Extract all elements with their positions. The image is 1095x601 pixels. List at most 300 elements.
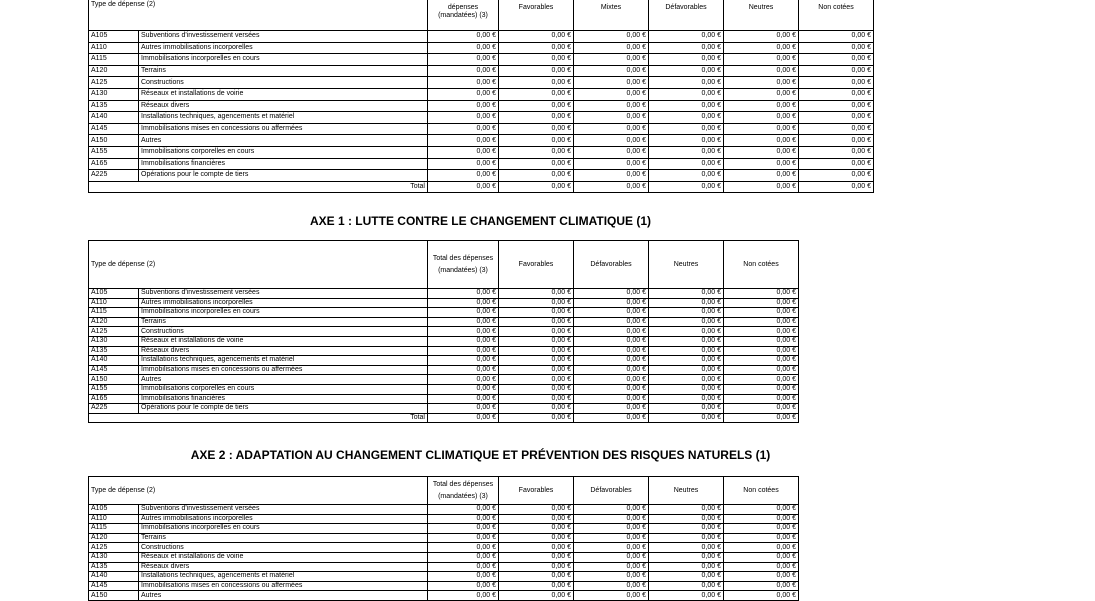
amount-cell: 0,00 € <box>724 505 799 515</box>
amount-cell: 0,00 € <box>649 552 724 562</box>
amount-cell: 0,00 € <box>428 135 499 147</box>
amount-cell: 0,00 € <box>724 158 799 170</box>
expense-label: Réseaux et installations de voirie <box>139 336 428 346</box>
amount-cell: 0,00 € <box>499 158 574 170</box>
expense-label: Subventions d'investissement versées <box>139 31 428 43</box>
amount-cell: 0,00 € <box>724 533 799 543</box>
amount-cell: 0,00 € <box>724 317 799 327</box>
expense-code: A125 <box>89 77 139 89</box>
amount-cell: 0,00 € <box>724 327 799 337</box>
expense-code: A140 <box>89 572 139 582</box>
col-header: Favorables <box>499 0 574 31</box>
expense-label: Immobilisations corporelles en cours <box>139 384 428 394</box>
amount-cell: 0,00 € <box>649 146 724 158</box>
amount-cell: 0,00 € <box>724 298 799 308</box>
amount-cell: 0,00 € <box>499 170 574 182</box>
amount-cell: 0,00 € <box>499 317 574 327</box>
total-amount-cell: 0,00 € <box>649 413 724 423</box>
amount-cell: 0,00 € <box>574 88 649 100</box>
table-row <box>89 375 799 385</box>
amount-cell: 0,00 € <box>574 514 649 524</box>
expense-label: Immobilisations mises en concessions ou affermées <box>139 581 428 591</box>
amount-cell: 0,00 € <box>428 308 499 318</box>
table-axe1 <box>88 240 799 423</box>
amount-cell: 0,00 € <box>574 404 649 414</box>
amount-cell: 0,00 € <box>428 533 499 543</box>
amount-cell: 0,00 € <box>649 317 724 327</box>
amount-cell: 0,00 € <box>574 375 649 385</box>
table-body <box>89 505 799 601</box>
amount-cell: 0,00 € <box>574 135 649 147</box>
amount-cell: 0,00 € <box>499 524 574 534</box>
amount-cell: 0,00 € <box>428 346 499 356</box>
amount-cell: 0,00 € <box>649 327 724 337</box>
col-header: Favorables <box>499 241 574 289</box>
amount-cell: 0,00 € <box>428 65 499 77</box>
col-header: Non cotées <box>724 477 799 505</box>
amount-cell: 0,00 € <box>428 514 499 524</box>
amount-cell: 0,00 € <box>499 88 574 100</box>
table-row <box>89 135 874 147</box>
amount-cell: 0,00 € <box>799 112 874 124</box>
expense-code: A145 <box>89 581 139 591</box>
amount-cell: 0,00 € <box>724 375 799 385</box>
amount-cell: 0,00 € <box>724 336 799 346</box>
expense-code: A120 <box>89 533 139 543</box>
amount-cell: 0,00 € <box>428 298 499 308</box>
amount-cell: 0,00 € <box>574 54 649 66</box>
amount-cell: 0,00 € <box>428 289 499 299</box>
table-row <box>89 317 799 327</box>
expense-label: Terrains <box>139 317 428 327</box>
table-row <box>89 346 799 356</box>
amount-cell: 0,00 € <box>649 591 724 601</box>
total-amount-cell: 0,00 € <box>574 181 649 193</box>
expense-label: Réseaux divers <box>139 346 428 356</box>
expense-label: Immobilisations incorporelles en cours <box>139 308 428 318</box>
amount-cell: 0,00 € <box>499 289 574 299</box>
amount-cell: 0,00 € <box>724 356 799 366</box>
amount-cell: 0,00 € <box>499 581 574 591</box>
amount-cell: 0,00 € <box>724 552 799 562</box>
amount-cell: 0,00 € <box>428 375 499 385</box>
expense-label: Immobilisations incorporelles en cours <box>139 54 428 66</box>
table-row <box>89 552 799 562</box>
amount-cell: 0,00 € <box>428 170 499 182</box>
amount-cell: 0,00 € <box>499 505 574 515</box>
amount-cell: 0,00 € <box>428 123 499 135</box>
amount-cell: 0,00 € <box>574 327 649 337</box>
amount-cell: 0,00 € <box>574 591 649 601</box>
amount-cell: 0,00 € <box>574 31 649 43</box>
amount-cell: 0,00 € <box>499 336 574 346</box>
amount-cell: 0,00 € <box>574 505 649 515</box>
amount-cell: 0,00 € <box>574 317 649 327</box>
expense-code: A125 <box>89 327 139 337</box>
amount-cell: 0,00 € <box>499 327 574 337</box>
table-row <box>89 514 799 524</box>
amount-cell: 0,00 € <box>799 146 874 158</box>
total-amount-cell: 0,00 € <box>428 181 499 193</box>
col-header: Défavorables <box>649 0 724 31</box>
expense-label: Réseaux et installations de voirie <box>139 88 428 100</box>
amount-cell: 0,00 € <box>428 524 499 534</box>
axe2-title: AXE 2 : ADAPTATION AU CHANGEMENT CLIMATIQUE ET PRÉVENTION DES RISQUES NATURELS (1) <box>190 448 771 462</box>
amount-cell: 0,00 € <box>649 65 724 77</box>
amount-cell: 0,00 € <box>574 42 649 54</box>
total-amount-cell: 0,00 € <box>799 181 874 193</box>
amount-cell: 0,00 € <box>724 562 799 572</box>
table-all-axes <box>88 0 874 193</box>
amount-cell: 0,00 € <box>649 158 724 170</box>
amount-cell: 0,00 € <box>799 31 874 43</box>
amount-cell: 0,00 € <box>649 505 724 515</box>
table-row <box>89 31 874 43</box>
expense-label: Immobilisations financières <box>139 158 428 170</box>
total-amount-cell: 0,00 € <box>499 413 574 423</box>
amount-cell: 0,00 € <box>574 394 649 404</box>
table-row <box>89 170 874 182</box>
amount-cell: 0,00 € <box>574 365 649 375</box>
amount-cell: 0,00 € <box>724 581 799 591</box>
table-row <box>89 591 799 601</box>
expense-code: A165 <box>89 394 139 404</box>
amount-cell: 0,00 € <box>499 365 574 375</box>
expense-label: Autres immobilisations incorporelles <box>139 514 428 524</box>
table-row <box>89 327 799 337</box>
amount-cell: 0,00 € <box>428 581 499 591</box>
table-row <box>89 384 799 394</box>
amount-cell: 0,00 € <box>428 552 499 562</box>
amount-cell: 0,00 € <box>499 375 574 385</box>
total-row <box>89 413 799 423</box>
amount-cell: 0,00 € <box>724 170 799 182</box>
amount-cell: 0,00 € <box>574 572 649 582</box>
table-row <box>89 581 799 591</box>
table-row <box>89 572 799 582</box>
amount-cell: 0,00 € <box>799 77 874 89</box>
amount-cell: 0,00 € <box>428 591 499 601</box>
expense-label: Opérations pour le compte de tiers <box>139 170 428 182</box>
expense-label: Autres <box>139 591 428 601</box>
expense-code: A155 <box>89 146 139 158</box>
col-header: Non cotées <box>799 0 874 31</box>
amount-cell: 0,00 € <box>499 42 574 54</box>
amount-cell: 0,00 € <box>499 514 574 524</box>
amount-cell: 0,00 € <box>499 112 574 124</box>
amount-cell: 0,00 € <box>428 88 499 100</box>
amount-cell: 0,00 € <box>574 289 649 299</box>
amount-cell: 0,00 € <box>574 123 649 135</box>
amount-cell: 0,00 € <box>574 384 649 394</box>
amount-cell: 0,00 € <box>574 112 649 124</box>
amount-cell: 0,00 € <box>499 346 574 356</box>
expense-code: A145 <box>89 365 139 375</box>
type-header: Type de dépense (2) <box>89 477 428 505</box>
amount-cell: 0,00 € <box>499 308 574 318</box>
amount-cell: 0,00 € <box>724 31 799 43</box>
table-body <box>89 31 874 193</box>
amount-cell: 0,00 € <box>428 317 499 327</box>
expense-code: A135 <box>89 346 139 356</box>
expense-label: Réseaux et installations de voirie <box>139 552 428 562</box>
amount-cell: 0,00 € <box>499 572 574 582</box>
total-amount-cell: 0,00 € <box>724 413 799 423</box>
amount-cell: 0,00 € <box>574 298 649 308</box>
amount-cell: 0,00 € <box>574 146 649 158</box>
amount-cell: 0,00 € <box>799 170 874 182</box>
amount-cell: 0,00 € <box>799 65 874 77</box>
amount-cell: 0,00 € <box>499 552 574 562</box>
amount-cell: 0,00 € <box>649 77 724 89</box>
amount-cell: 0,00 € <box>574 543 649 553</box>
amount-cell: 0,00 € <box>649 514 724 524</box>
amount-cell: 0,00 € <box>574 170 649 182</box>
amount-cell: 0,00 € <box>428 365 499 375</box>
expense-label: Terrains <box>139 65 428 77</box>
type-header: Type de dépense (2) <box>89 0 428 31</box>
table-row <box>89 365 799 375</box>
amount-cell: 0,00 € <box>574 533 649 543</box>
amount-cell: 0,00 € <box>428 146 499 158</box>
amount-cell: 0,00 € <box>499 31 574 43</box>
total-amount-cell: 0,00 € <box>499 181 574 193</box>
expense-code: A115 <box>89 524 139 534</box>
expense-label: Subventions d'investissement versées <box>139 289 428 299</box>
amount-cell: 0,00 € <box>574 77 649 89</box>
col-header: Neutres <box>649 477 724 505</box>
amount-cell: 0,00 € <box>649 336 724 346</box>
expense-code: A130 <box>89 88 139 100</box>
expense-code: A120 <box>89 317 139 327</box>
amount-cell: 0,00 € <box>649 289 724 299</box>
axe1-title: AXE 1 : LUTTE CONTRE LE CHANGEMENT CLIMATIQUE (1) <box>309 214 652 228</box>
amount-cell: 0,00 € <box>649 298 724 308</box>
amount-cell: 0,00 € <box>499 543 574 553</box>
amount-cell: 0,00 € <box>574 581 649 591</box>
expense-label: Immobilisations incorporelles en cours <box>139 524 428 534</box>
amount-cell: 0,00 € <box>499 356 574 366</box>
table-row <box>89 123 874 135</box>
amount-cell: 0,00 € <box>799 135 874 147</box>
expense-code: A115 <box>89 308 139 318</box>
amount-cell: 0,00 € <box>499 54 574 66</box>
amount-cell: 0,00 € <box>428 327 499 337</box>
amount-cell: 0,00 € <box>724 289 799 299</box>
expense-label: Immobilisations mises en concessions ou affermées <box>139 365 428 375</box>
amount-cell: 0,00 € <box>724 543 799 553</box>
amount-cell: 0,00 € <box>724 365 799 375</box>
expense-code: A225 <box>89 170 139 182</box>
amount-cell: 0,00 € <box>649 88 724 100</box>
amount-cell: 0,00 € <box>724 346 799 356</box>
table-row <box>89 524 799 534</box>
amount-cell: 0,00 € <box>649 135 724 147</box>
amount-cell: 0,00 € <box>499 146 574 158</box>
expense-code: A110 <box>89 42 139 54</box>
expense-code: A140 <box>89 112 139 124</box>
amount-cell: 0,00 € <box>428 356 499 366</box>
expense-label: Constructions <box>139 543 428 553</box>
amount-cell: 0,00 € <box>428 394 499 404</box>
amount-cell: 0,00 € <box>428 543 499 553</box>
amount-cell: 0,00 € <box>428 336 499 346</box>
expense-code: A150 <box>89 591 139 601</box>
amount-cell: 0,00 € <box>799 54 874 66</box>
amount-cell: 0,00 € <box>574 524 649 534</box>
amount-cell: 0,00 € <box>574 562 649 572</box>
table-body <box>89 289 799 423</box>
amount-cell: 0,00 € <box>724 384 799 394</box>
table-row <box>89 289 799 299</box>
total-header: Total des dépenses (mandatées) (3) <box>428 477 499 505</box>
expense-label: Installations techniques, agencements et matériel <box>139 356 428 366</box>
amount-cell: 0,00 € <box>574 65 649 77</box>
expense-label: Autres <box>139 135 428 147</box>
amount-cell: 0,00 € <box>649 42 724 54</box>
amount-cell: 0,00 € <box>724 146 799 158</box>
amount-cell: 0,00 € <box>724 591 799 601</box>
table-axe2 <box>88 476 799 601</box>
amount-cell: 0,00 € <box>649 394 724 404</box>
amount-cell: 0,00 € <box>724 572 799 582</box>
amount-cell: 0,00 € <box>724 112 799 124</box>
expense-label: Réseaux divers <box>139 100 428 112</box>
amount-cell: 0,00 € <box>574 336 649 346</box>
expense-code: A135 <box>89 562 139 572</box>
amount-cell: 0,00 € <box>428 562 499 572</box>
expense-code: A105 <box>89 505 139 515</box>
expense-code: A145 <box>89 123 139 135</box>
amount-cell: 0,00 € <box>499 100 574 112</box>
amount-cell: 0,00 € <box>649 365 724 375</box>
amount-cell: 0,00 € <box>649 170 724 182</box>
expense-code: A130 <box>89 552 139 562</box>
amount-cell: 0,00 € <box>499 135 574 147</box>
expense-code: A105 <box>89 31 139 43</box>
table-row <box>89 562 799 572</box>
expense-label: Opérations pour le compte de tiers <box>139 404 428 414</box>
total-row <box>89 181 874 193</box>
amount-cell: 0,00 € <box>649 524 724 534</box>
amount-cell: 0,00 € <box>428 404 499 414</box>
table-row <box>89 42 874 54</box>
table-row <box>89 112 874 124</box>
amount-cell: 0,00 € <box>724 135 799 147</box>
amount-cell: 0,00 € <box>499 298 574 308</box>
amount-cell: 0,00 € <box>499 533 574 543</box>
amount-cell: 0,00 € <box>428 42 499 54</box>
total-amount-cell: 0,00 € <box>724 181 799 193</box>
amount-cell: 0,00 € <box>799 42 874 54</box>
total-label: Total <box>89 413 428 423</box>
amount-cell: 0,00 € <box>649 31 724 43</box>
amount-cell: 0,00 € <box>724 88 799 100</box>
amount-cell: 0,00 € <box>574 308 649 318</box>
expense-label: Autres <box>139 375 428 385</box>
amount-cell: 0,00 € <box>428 572 499 582</box>
table-row <box>89 356 799 366</box>
table-row <box>89 308 799 318</box>
table-row <box>89 533 799 543</box>
amount-cell: 0,00 € <box>799 158 874 170</box>
amount-cell: 0,00 € <box>499 404 574 414</box>
amount-cell: 0,00 € <box>574 158 649 170</box>
amount-cell: 0,00 € <box>499 394 574 404</box>
expense-code: A105 <box>89 289 139 299</box>
amount-cell: 0,00 € <box>428 31 499 43</box>
table-row <box>89 88 874 100</box>
expense-label: Subventions d'investissement versées <box>139 505 428 515</box>
table-row <box>89 336 799 346</box>
table-row <box>89 298 799 308</box>
expense-label: Autres immobilisations incorporelles <box>139 42 428 54</box>
col-header: Défavorables <box>574 241 649 289</box>
amount-cell: 0,00 € <box>649 375 724 385</box>
total-amount-cell: 0,00 € <box>649 181 724 193</box>
amount-cell: 0,00 € <box>799 88 874 100</box>
amount-cell: 0,00 € <box>649 404 724 414</box>
amount-cell: 0,00 € <box>499 591 574 601</box>
amount-cell: 0,00 € <box>724 404 799 414</box>
amount-cell: 0,00 € <box>724 77 799 89</box>
col-header: Défavorables <box>574 477 649 505</box>
amount-cell: 0,00 € <box>499 562 574 572</box>
amount-cell: 0,00 € <box>649 356 724 366</box>
amount-cell: 0,00 € <box>428 384 499 394</box>
table-row <box>89 543 799 553</box>
amount-cell: 0,00 € <box>649 346 724 356</box>
amount-cell: 0,00 € <box>724 65 799 77</box>
amount-cell: 0,00 € <box>499 65 574 77</box>
amount-cell: 0,00 € <box>428 54 499 66</box>
expense-code: A165 <box>89 158 139 170</box>
table-row <box>89 158 874 170</box>
expense-code: A130 <box>89 336 139 346</box>
total-label: Total <box>89 181 428 193</box>
expense-code: A150 <box>89 375 139 385</box>
expense-label: Immobilisations financières <box>139 394 428 404</box>
total-amount-cell: 0,00 € <box>574 413 649 423</box>
amount-cell: 0,00 € <box>724 100 799 112</box>
amount-cell: 0,00 € <box>649 572 724 582</box>
amount-cell: 0,00 € <box>499 123 574 135</box>
table-row <box>89 65 874 77</box>
table-row <box>89 394 799 404</box>
type-header: Type de dépense (2) <box>89 241 428 289</box>
amount-cell: 0,00 € <box>428 100 499 112</box>
total-header: Total des dépenses (mandatées) (3) <box>428 241 499 289</box>
expense-code: A135 <box>89 100 139 112</box>
expense-code: A150 <box>89 135 139 147</box>
expense-label: Constructions <box>139 327 428 337</box>
total-amount-cell: 0,00 € <box>428 413 499 423</box>
amount-cell: 0,00 € <box>574 100 649 112</box>
amount-cell: 0,00 € <box>724 54 799 66</box>
table-row <box>89 505 799 515</box>
amount-cell: 0,00 € <box>649 543 724 553</box>
amount-cell: 0,00 € <box>649 384 724 394</box>
table-row <box>89 404 799 414</box>
expense-label: Immobilisations corporelles en cours <box>139 146 428 158</box>
amount-cell: 0,00 € <box>724 394 799 404</box>
amount-cell: 0,00 € <box>428 505 499 515</box>
expense-code: A125 <box>89 543 139 553</box>
amount-cell: 0,00 € <box>649 533 724 543</box>
amount-cell: 0,00 € <box>724 514 799 524</box>
expense-label: Réseaux divers <box>139 562 428 572</box>
table-row <box>89 146 874 158</box>
